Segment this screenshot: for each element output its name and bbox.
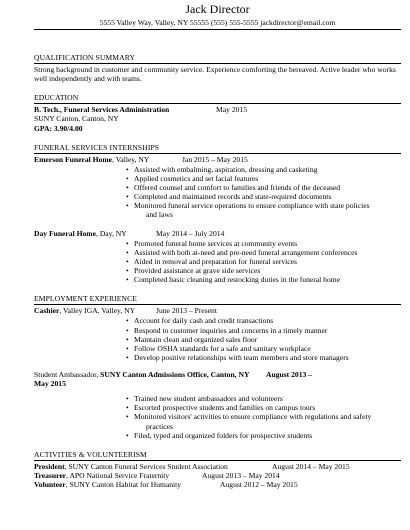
employment-employer-line — [34, 370, 266, 379]
list-item: • Provided assistance at grave side services — [126, 266, 401, 275]
activity-row — [34, 471, 401, 480]
education-date: May 2015 — [216, 105, 248, 115]
list-item: • Filed, typed and organized folders for prospective students — [126, 431, 401, 440]
employment-role: Cashier — [34, 306, 60, 316]
activity-line — [34, 471, 202, 480]
list-item: • Assisted with embalming, aspiration, dressing and casketing — [126, 165, 401, 174]
list-item: • Applied cosmetics and set facial features — [126, 174, 401, 183]
activity-row — [34, 480, 401, 489]
activity-org: , SUNY Canton Habitat for Humanity — [65, 480, 182, 490]
list-item-continuation: practices — [146, 421, 173, 431]
activity-role: President — [34, 461, 65, 471]
activity-dates: August 2013 – May 2014 — [202, 470, 280, 480]
internship-location: , Valley, NY — [112, 154, 150, 164]
employment-duties — [126, 316, 401, 362]
internship-duties — [126, 165, 401, 220]
resume-name: Jack Director — [185, 2, 250, 16]
spacer — [34, 362, 401, 370]
employment-dates-month: May — [34, 379, 49, 389]
internship-employer: Emerson Funeral Home — [34, 154, 113, 164]
qualification-text: Strong background in customer and community service. Experience comforting the bereaved. Active leader who works well independently and with teams. — [34, 65, 396, 84]
internship-location: , Day, NY — [96, 228, 127, 238]
header-rule — [34, 29, 401, 30]
education-gpa: GPA: 3.90/4.00 — [34, 123, 83, 133]
section-divider — [34, 460, 401, 461]
internship-employer-line — [34, 229, 156, 238]
section-title-qualification: QUALIFICATION SUMMARY — [34, 52, 136, 62]
activity-line — [34, 480, 220, 489]
list-item: • Monitored funeral service operations to ensure compliance with state policies — [126, 201, 401, 210]
activity-dates: August 2012 – May 2015 — [220, 480, 298, 490]
internship-header — [34, 229, 401, 238]
activity-row — [34, 462, 401, 471]
section-divider — [34, 103, 401, 104]
list-item: • Offered counsel and comfort to families and friends of the deceased — [126, 183, 401, 192]
employment-dates-continued — [34, 379, 401, 388]
list-item: • Develop positive relationships with team members and store managers — [126, 353, 401, 362]
activity-role: Treasurer — [34, 470, 67, 480]
list-item: • Completed basic cleaning and restocking duties in the funeral home — [126, 275, 401, 284]
contact-line: 5555 Valley Way, Valley, NY 55555 (555) 555-5555 jackdirector@email.com — [99, 17, 336, 27]
list-item: • Respond to customer inquiries and concerns in a timely manner — [126, 326, 401, 335]
education-degree-row — [34, 105, 401, 114]
spacer — [34, 220, 401, 229]
employment-role: Student Ambassador, — [34, 369, 101, 379]
employment-duties — [126, 394, 401, 440]
internship-employer-line — [34, 155, 182, 164]
section-title-activities: ACTIVITIES & VOLUNTEERISM — [34, 449, 147, 459]
employment-dates: August 2013 – — [266, 369, 312, 379]
section-title-education: EDUCATION — [34, 93, 79, 103]
list-item: • Promoted funeral home services at community events — [126, 239, 401, 248]
section-divider — [34, 63, 401, 64]
internship-dates: May 2014 – July 2014 — [156, 228, 225, 238]
employment-header — [34, 306, 401, 315]
activity-dates: August 2014 – May 2015 — [272, 461, 350, 471]
section-divider — [34, 153, 401, 154]
employment-employer-line — [34, 306, 156, 315]
internship-employer: Day Funeral Home — [34, 228, 97, 238]
list-item: • Completed and maintained records and state-required documents — [126, 192, 401, 201]
activity-org: , APO National Service Fraternity — [66, 470, 170, 480]
list-item: • Maintain clean and organized sales floor — [126, 335, 401, 344]
activity-role: Volunteer — [34, 480, 66, 490]
internship-header — [34, 155, 401, 164]
employment-header — [34, 370, 401, 379]
section-divider — [34, 304, 401, 305]
section-title-employment: EMPLOYMENT EXPERIENCE — [34, 294, 137, 304]
internship-dates: Jan 2015 – May 2015 — [182, 154, 248, 164]
list-item: • Trained new student ambassadors and volunteers — [126, 394, 401, 403]
employment-dates-year: 2015 — [50, 379, 66, 389]
employment-org: SUNY Canton Admissions Office, Canton, NY — [100, 369, 250, 379]
list-item: • Aided in removal and preparation for funeral services — [126, 257, 401, 266]
activity-org: , SUNY Canton Funeral Services Student Association — [64, 461, 228, 471]
list-item: • Assisted with both at-need and pre-need funeral arrangement conferences — [126, 248, 401, 257]
list-item: • Escorted prospective students and families on campus tours — [126, 403, 401, 412]
internship-duties — [126, 239, 401, 285]
list-item-continuation: and laws — [146, 210, 173, 220]
section-title-internships: FUNERAL SERVICES INTERNSHIPS — [34, 142, 160, 152]
education-school: SUNY Canton, Canton, NY — [34, 114, 119, 124]
employment-location: , Valley IGA, Valley, NY — [59, 306, 136, 316]
list-item: • Monitored visitors' activities to ensure compliance with regulations and safety — [126, 412, 401, 421]
list-item: • Account for daily cash and credit transactions — [126, 316, 401, 325]
activity-line — [34, 462, 272, 471]
employment-dates: June 2013 – Present — [156, 306, 217, 316]
list-item: • Follow OSHA standards for a safe and sanitary workplace — [126, 344, 401, 353]
education-degree: B. Tech., Funeral Services Administration — [34, 105, 170, 115]
